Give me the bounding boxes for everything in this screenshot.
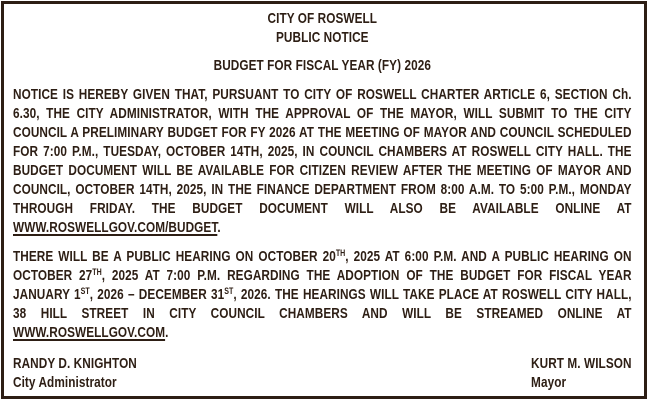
notice-header — [13, 9, 632, 47]
signature-name: RANDY D. KNIGHTON — [13, 355, 137, 372]
notice-content — [13, 9, 632, 392]
notice-paragraph-public-hearings: THERE WILL BE A PUBLIC HEARING ON OCTOBER 20TH, 2025 AT 6:00 P.M. AND A PUBLIC HEARING ON OCTOBER 27TH, 2025 AT 7:00 P.M. REGARDING THE ADOPTION OF THE BUDGET FOR FISCAL YEAR JANUARY 1ST, 2026 – DECEMBER 31ST, 2026. THE HEARINGS WILL TAKE PLACE AT ROSWELL CITY HALL, 38 HILL STREET IN CITY COUNCIL CHAMBERS AND WILL BE STREAMED ONLINE AT WWW.ROSWELLGOV.COM. — [13, 248, 632, 341]
url-text: WWW.ROSWELLGOV.COM — [13, 324, 166, 341]
notice-paragraph-budget-submission: NOTICE IS HEREBY GIVEN THAT, PURSUANT TO CITY OF ROSWELL CHARTER ARTICLE 6, SECTION Ch. 6.30, THE CITY ADMINISTRATOR, WITH THE APPROVAL OF THE MAYOR, WILL SUBMIT TO THE CITY COUNCIL A PRELIMINARY BUDGET FOR FY 2026 AT THE MEETING OF MAYOR AND COUNCIL SCHEDULED FOR 7:00 P.M., TUESDAY, OCTOBER 14TH, 2025, IN COUNCIL CHAMBERS AT ROSWELL CITY HALL. THE BUDGET DOCUMENT WILL BE AVAILABLE FOR CITIZEN REVIEW AFTER THE MEETING OF MAYOR AND COUNCIL, OCTOBER 14TH, 2025, IN THE FINANCE DEPARTMENT FROM 8:00 A.M. TO 5:00 P.M., MONDAY THROUGH FRIDAY. THE BUDGET DOCUMENT WILL ALSO BE AVAILABLE ONLINE AT WWW.ROSWELLGOV.COM/BUDGET. — [13, 86, 632, 236]
signature-left — [13, 354, 137, 392]
page-title: BUDGET FOR FISCAL YEAR (FY) 2026 — [213, 57, 431, 74]
signature-title: Mayor — [531, 374, 567, 391]
signature-block — [13, 354, 632, 392]
signature-right — [531, 354, 632, 392]
url-text: WWW.ROSWELLGOV.COM/BUDGET — [13, 219, 218, 236]
notice-org: CITY OF ROSWELL — [267, 10, 378, 27]
signature-title: City Administrator — [13, 374, 117, 391]
signature-name: KURT M. WILSON — [531, 355, 632, 372]
notice-type: PUBLIC NOTICE — [275, 29, 369, 46]
